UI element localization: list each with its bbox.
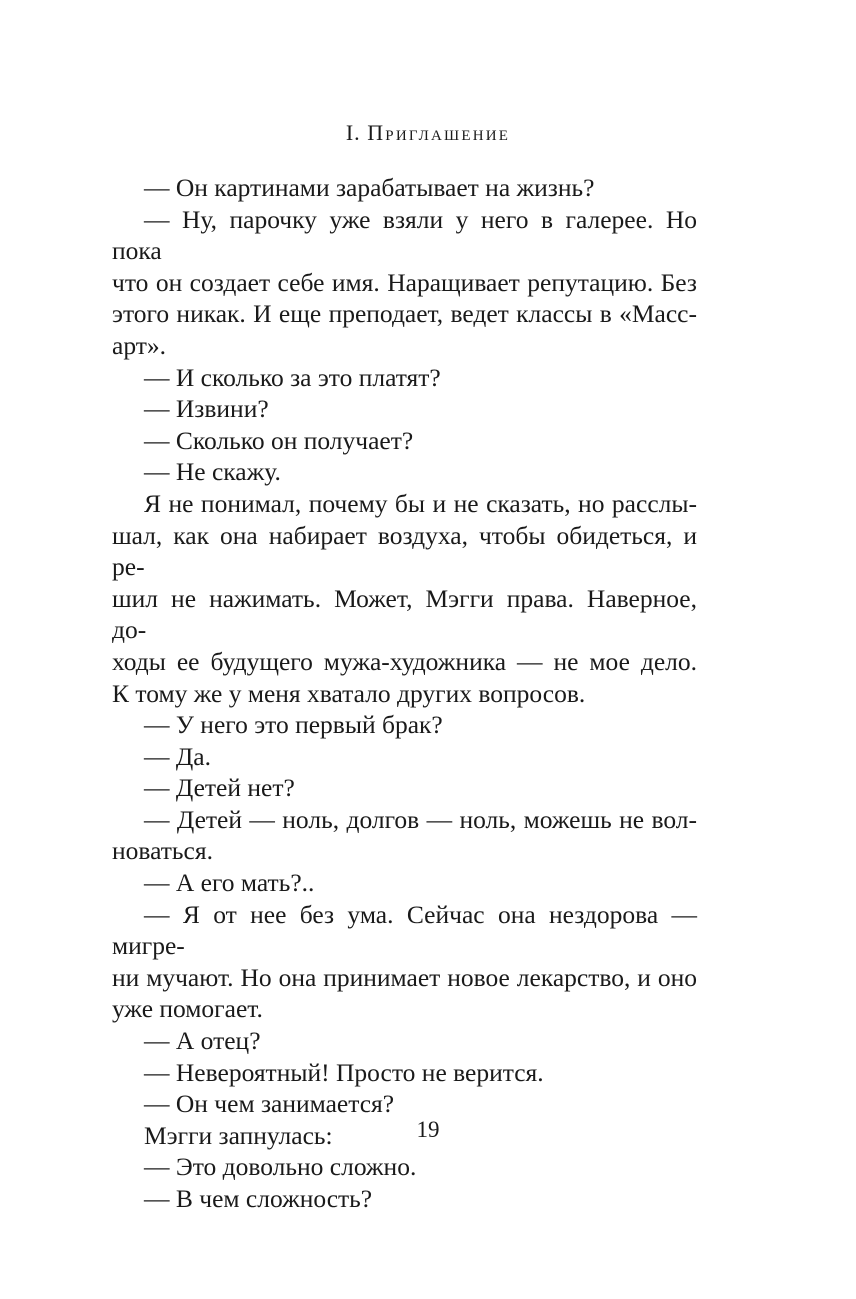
text-line: — Он чем занимается? [144,1089,395,1119]
running-header [0,120,856,146]
body-text [112,172,697,1215]
text-line: — Сколько он получает? [144,425,414,455]
text-line: этого никак. И еще преподает, ведет классы в «Масс- [112,299,697,329]
text-line: — У него это первый брак? [144,710,443,740]
text-line: уже помогает. [112,994,263,1024]
text-line: шил не нажимать. Может, Мэгги права. Наверное, до- [112,583,697,645]
text-line: — В чем сложность? [144,1184,373,1213]
text-line: — Это довольно сложно. [144,1152,417,1182]
text-line: — И сколько за это платят? [144,362,441,392]
text-line: — Не скажу. [144,457,281,487]
text-line: — Я от нее без ума. Сейчас она нездорова — мигре- [112,899,697,961]
text-line: — Извини? [144,394,269,424]
text-line: К тому же у меня хватало других вопросов. [112,678,586,708]
text-line: что он создает себе имя. Наращивает репутацию. Без [112,267,697,297]
text-line: Я не понимал, почему бы и не сказать, но расслы- [144,488,697,518]
chapter-title: Приглашение [367,120,511,145]
text-line: новаться. [112,836,213,866]
text-line: — Ну, парочку уже взяли у него в галерее. Но пока [112,204,697,266]
text-line: — Детей нет? [144,773,295,803]
text-line: ни мучают. Но она принимает новое лекарство, и оно [112,962,697,992]
text-line: — Он картинами зарабатывает на жизнь? [144,173,595,202]
text-line: — Невероятный! Просто не верится. [144,1057,544,1087]
text-line: — Да. [144,741,211,771]
text-line: — А его мать?.. [144,868,315,898]
text-line: — Детей — ноль, долгов — ноль, можешь не вол- [144,804,697,834]
text-line: ходы ее будущего мужа-художника — не мое дело. [112,646,697,676]
page-number: 19 [416,1117,440,1142]
text-line: шал, как она набирает воздуха, чтобы обидеться, и ре- [112,520,697,582]
text-line: Мэгги запнулась: [144,1120,333,1150]
chapter-number: I. [345,120,361,145]
text-line: — А отец? [144,1026,261,1056]
text-line: арт». [112,330,167,360]
